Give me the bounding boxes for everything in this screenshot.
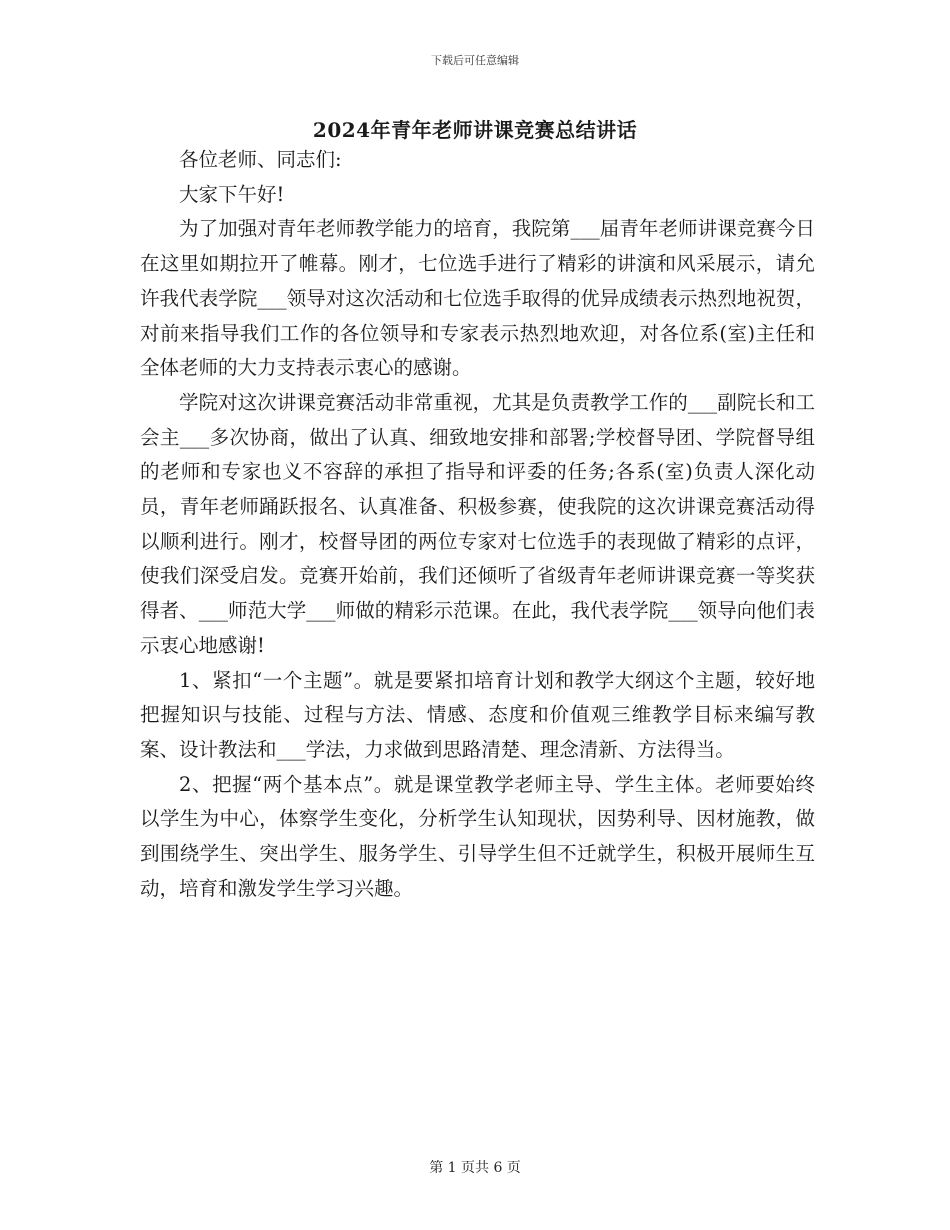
document-body xyxy=(140,143,815,906)
body-paragraph-point-1: 1、紧扣“一个主题”。就是要紧扣培育计划和教学大纲这个主题，较好地把握知识与技能、过程与方法、情感、态度和价值观三维教学目标来编写教案、设计教法和___学法，力求做到思路清楚、理念清新、方法得当。 xyxy=(140,668,815,761)
page-header-note: 下载后可任意编辑 xyxy=(431,54,519,67)
greeting: 大家下午好! xyxy=(179,182,285,206)
document-title: 2024年青年老师讲课竞赛总结讲话 xyxy=(312,118,638,142)
body-paragraph-organization: 学院对这次讲课竞赛活动非常重视，尤其是负责教学工作的___副院长和工会主___多次协商，做出了认真、细致地安排和部署;学校督导团、学院督导组的老师和专家也义不容辞的承担了指导和评委的任务;各系(室)负责人深化动员，青年老师踊跃报名、认真准备、积极参赛，使我院的这次讲课竞赛活动得以顺利进行。刚才，校督导团的两位专家对七位选手的表现做了精彩的点评，使我们深受启发。竞赛开始前，我们还倾听了省级青年老师讲课竞赛一等奖获得者、___师范大学___师做的精彩示范课。在此，我代表学院___领导向他们表示衷心地感谢! xyxy=(140,390,815,657)
body-paragraph-point-2: 2、把握“两个基本点”。就是课堂教学老师主导、学生主体。老师要始终以学生为中心，体察学生变化，分析学生认知现状，因势利导、因材施教，做到围绕学生、突出学生、服务学生、引导学生但不迁就学生，积极开展师生互动，培育和激发学生学习兴趣。 xyxy=(140,772,815,900)
body-paragraph-intro: 为了加强对青年老师教学能力的培育，我院第___届青年老师讲课竞赛今日在这里如期拉开了帷幕。刚才，七位选手进行了精彩的讲演和风采展示，请允许我代表学院___领导对这次活动和七位选手取得的优异成绩表示热烈地祝贺，对前来指导我们工作的各位领导和专家表示热烈地欢迎，对各位系(室)主任和全体老师的大力支持表示衷心的感谢。 xyxy=(140,217,815,380)
salutation: 各位老师、同志们: xyxy=(179,148,342,171)
page-number: 第 1 页共 6 页 xyxy=(429,1160,521,1176)
